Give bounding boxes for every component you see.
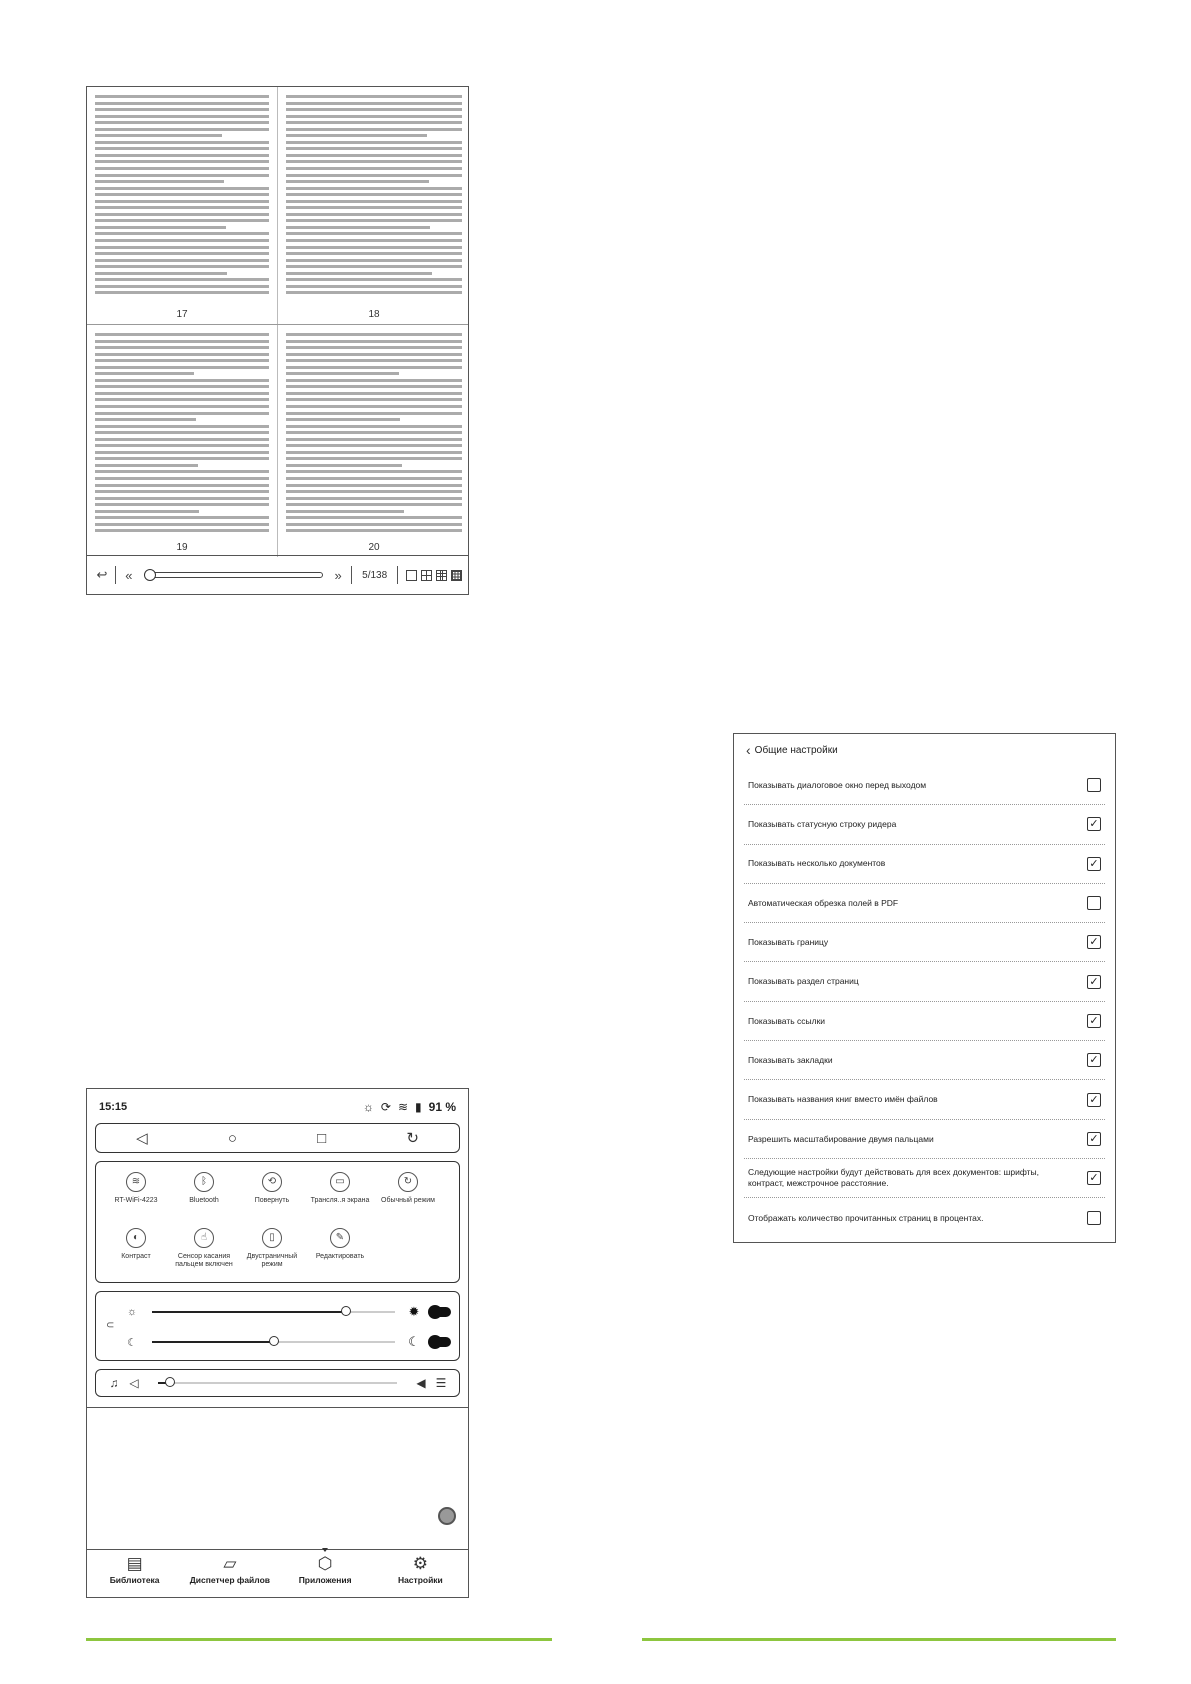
page-number: 18 [368, 309, 380, 320]
dock-item[interactable] [373, 1550, 468, 1597]
quick-tile-label: Сенсор касания пальцем включен [175, 1253, 233, 1269]
text-line [95, 392, 269, 395]
sync-icon[interactable]: ⟳ [380, 1100, 391, 1114]
text-line [95, 193, 269, 196]
warm-light-slider[interactable] [152, 1311, 395, 1313]
page-number: 17 [176, 309, 188, 320]
cold-light-row [124, 1332, 451, 1352]
dock-item[interactable] [278, 1550, 373, 1597]
setting-checkbox[interactable]: ✓ [1087, 1053, 1101, 1067]
text-line [286, 484, 462, 487]
text-line [95, 477, 269, 480]
slider-knob[interactable] [165, 1377, 175, 1387]
forward-icon[interactable]: » [334, 567, 342, 583]
text-line [95, 353, 269, 356]
text-line [286, 102, 462, 105]
quick-tile-label: Двустраничный режим [246, 1253, 298, 1269]
text-line [95, 425, 269, 428]
text-line [95, 160, 269, 163]
slider-knob[interactable] [341, 1306, 351, 1316]
setting-row[interactable] [744, 1002, 1105, 1041]
status-bar [99, 1097, 456, 1117]
nine-page-layout-icon[interactable] [436, 570, 447, 581]
dual-page-icon: ▯ [262, 1228, 282, 1248]
panel-separator [87, 1407, 468, 1408]
quick-tile-label: Трансля..я экрана [310, 1197, 370, 1204]
text-line [95, 95, 269, 98]
text-line [286, 516, 462, 519]
text-line [95, 503, 269, 506]
text-line [95, 278, 269, 281]
text-line [95, 187, 269, 190]
setting-row[interactable] [744, 845, 1105, 884]
quick-tile-label: Bluetooth [189, 1197, 219, 1204]
text-line [286, 470, 462, 473]
setting-label: Показывать названия книг вместо имён файлов [748, 1094, 938, 1105]
text-line [95, 372, 194, 375]
quick-tile-label: Обычный режим [381, 1197, 435, 1204]
wifi-icon: ≋ [126, 1172, 146, 1192]
settings-list [734, 766, 1115, 1238]
text-line [286, 510, 404, 513]
quick-tile[interactable] [100, 1172, 172, 1205]
text-line [95, 291, 269, 294]
quick-tile[interactable] [100, 1228, 172, 1261]
quick-tile[interactable] [372, 1172, 444, 1205]
text-line [95, 529, 269, 532]
text-line [286, 174, 462, 177]
slider-fill [152, 1341, 274, 1343]
text-line [95, 252, 269, 255]
text-line [286, 529, 462, 532]
setting-label: Показывать статусную строку ридера [748, 819, 897, 830]
rewind-icon[interactable]: « [125, 567, 133, 583]
text-line [286, 431, 462, 434]
contrast-icon: ◐ [126, 1228, 146, 1248]
cold-light-slider[interactable] [152, 1341, 395, 1343]
text-line [95, 385, 269, 388]
volume-slider[interactable] [158, 1382, 397, 1384]
text-line [95, 134, 222, 137]
text-line [286, 180, 429, 183]
wifi-icon[interactable]: ≋ [397, 1100, 409, 1114]
text-line [95, 346, 269, 349]
text-line [286, 285, 462, 288]
text-line [286, 193, 462, 196]
text-line [95, 285, 269, 288]
quick-tiles-panel [95, 1161, 460, 1283]
text-line [95, 457, 269, 460]
setting-row[interactable] [744, 805, 1105, 844]
dock-label: Настройки [397, 1575, 443, 1585]
text-line [95, 102, 269, 105]
text-line [286, 412, 462, 415]
text-line [95, 232, 269, 235]
text-line [95, 259, 269, 262]
setting-row[interactable] [744, 1080, 1105, 1119]
text-line [95, 147, 269, 150]
setting-checkbox[interactable] [1087, 896, 1101, 910]
quick-tile[interactable] [304, 1228, 376, 1261]
text-line [95, 167, 269, 170]
link-icon[interactable]: ⊂ [106, 1320, 115, 1331]
reader-toolbar [87, 555, 468, 594]
setting-checkbox[interactable]: ✓ [1087, 935, 1101, 949]
text-line [286, 372, 399, 375]
text-line [286, 477, 462, 480]
battery-percent: 91 % [428, 1100, 456, 1114]
dock-label: Диспетчер файлов [189, 1575, 270, 1585]
text-line [286, 95, 462, 98]
text-line [286, 232, 462, 235]
setting-checkbox[interactable]: ✓ [1087, 857, 1101, 871]
quick-tile-label: RT-WiFi-4223 [114, 1197, 158, 1204]
setting-row[interactable] [744, 1120, 1105, 1159]
setting-label: Показывать границу [748, 937, 829, 948]
text-line [95, 379, 269, 382]
general-settings-screenshot [733, 733, 1116, 1243]
text-line [286, 497, 462, 500]
sun-filled-icon: ✹ [408, 1304, 420, 1319]
setting-checkbox[interactable]: ✓ [1087, 975, 1101, 989]
setting-checkbox[interactable]: ✓ [1087, 1093, 1101, 1107]
text-line [95, 418, 196, 421]
page-number: 20 [368, 542, 380, 553]
setting-checkbox[interactable]: ✓ [1087, 817, 1101, 831]
text-line [95, 115, 269, 118]
text-line [95, 497, 269, 500]
reader-screenshot [86, 86, 469, 595]
text-line [95, 213, 269, 216]
back-triangle-icon[interactable]: ◁ [136, 1130, 148, 1147]
page-counter[interactable]: 5/138 [362, 569, 388, 581]
text-line [286, 379, 462, 382]
gear-icon: ⚙ [412, 1554, 428, 1573]
book-page-20[interactable] [278, 325, 470, 557]
text-line [286, 405, 462, 408]
sun-outline-icon: ☼ [126, 1306, 138, 1318]
cast-icon: ▭ [330, 1172, 350, 1192]
text-line [95, 246, 269, 249]
text-line [286, 272, 432, 275]
progress-knob[interactable] [144, 569, 156, 581]
book-page-17[interactable] [87, 87, 277, 324]
text-line [286, 206, 462, 209]
quick-tile[interactable] [304, 1172, 376, 1205]
quick-tile[interactable] [236, 1172, 308, 1205]
home-circle-icon[interactable]: ○ [227, 1129, 237, 1147]
library-icon: ▤ [126, 1554, 143, 1573]
text-line [286, 425, 462, 428]
edit-icon: ✎ [330, 1228, 350, 1248]
setting-row[interactable] [744, 1041, 1105, 1080]
text-line [286, 291, 462, 294]
text-line [286, 187, 462, 190]
setting-row[interactable] [744, 1198, 1105, 1237]
text-line [286, 134, 427, 137]
setting-checkbox[interactable]: ✓ [1087, 1171, 1101, 1185]
text-line [286, 265, 462, 268]
setting-label: Показывать несколько документов [748, 858, 886, 869]
text-line [95, 366, 269, 369]
text-line [95, 206, 269, 209]
text-line [95, 451, 269, 454]
brightness-panel [95, 1291, 460, 1361]
quick-tile[interactable] [236, 1228, 308, 1270]
page-number: 19 [176, 542, 188, 553]
setting-checkbox[interactable] [1087, 778, 1101, 792]
text-line [286, 108, 462, 111]
text-line [95, 265, 269, 268]
settings-header[interactable] [734, 734, 1115, 766]
bulb-icon[interactable]: ☼ [362, 1100, 374, 1114]
setting-label: Показывать закладки [748, 1054, 833, 1065]
bottom-dock [87, 1549, 468, 1597]
text-line [286, 490, 462, 493]
setting-row[interactable] [744, 1159, 1105, 1198]
text-line [286, 438, 462, 441]
back-arrow-icon[interactable]: ↩ [96, 567, 108, 582]
text-line [95, 523, 269, 526]
text-line [286, 398, 462, 401]
setting-row[interactable] [744, 962, 1105, 1001]
text-line [95, 219, 269, 222]
sixteen-page-layout-icon[interactable] [451, 570, 462, 581]
quick-tile[interactable] [168, 1228, 240, 1270]
text-line [95, 412, 269, 415]
setting-label: Разрешить масштабирование двумя пальцами [748, 1133, 934, 1144]
clock: 15:15 [99, 1101, 128, 1113]
quick-tile-label: Редактировать [315, 1253, 365, 1260]
dock-label: Библиотека [109, 1575, 160, 1585]
text-line [95, 108, 269, 111]
text-line [286, 246, 462, 249]
divider-line-left [86, 1638, 552, 1641]
text-line [286, 167, 462, 170]
text-line [286, 239, 462, 242]
toolbar-separator [397, 566, 398, 584]
toolbar-separator [351, 566, 352, 584]
refresh-icon[interactable]: ↻ [406, 1130, 419, 1147]
recents-square-icon[interactable]: □ [317, 1129, 327, 1147]
equalizer-icon[interactable]: ☰ [435, 1376, 447, 1390]
battery-icon: ▮ [415, 1100, 422, 1114]
text-line [95, 128, 269, 131]
refresh-mode-icon: ↻ [398, 1172, 418, 1192]
text-line [286, 226, 430, 229]
text-line [286, 340, 462, 343]
setting-label: Показывать ссылки [748, 1015, 826, 1026]
text-line [286, 160, 462, 163]
cold-light-toggle[interactable] [429, 1337, 451, 1347]
setting-row[interactable] [744, 766, 1105, 805]
rotate-icon: ⟲ [262, 1172, 282, 1192]
text-line [286, 147, 462, 150]
text-line [95, 438, 269, 441]
text-line [286, 464, 402, 467]
book-page-19[interactable] [87, 325, 277, 557]
folder-icon: ▱ [223, 1554, 237, 1573]
text-line [286, 115, 462, 118]
text-line [95, 398, 269, 401]
page-text-lines [286, 333, 462, 535]
text-line [95, 180, 224, 183]
text-line [286, 385, 462, 388]
text-line [95, 141, 269, 144]
text-line [286, 213, 462, 216]
text-line [95, 154, 269, 157]
warm-light-row [124, 1302, 451, 1322]
text-line [286, 451, 462, 454]
device-quick-settings-screenshot [86, 1088, 469, 1598]
warm-light-toggle[interactable] [429, 1307, 451, 1317]
text-line [286, 346, 462, 349]
text-line [95, 516, 269, 519]
setting-label: Показывать раздел страниц [748, 976, 859, 987]
setting-label: Показывать диалоговое окно перед выходом [748, 779, 927, 790]
text-line [95, 333, 269, 336]
text-line [95, 464, 198, 467]
four-page-layout-icon[interactable] [421, 570, 432, 581]
text-line [95, 272, 227, 275]
text-line [286, 200, 462, 203]
text-line [286, 353, 462, 356]
text-line [286, 503, 462, 506]
moon-outline-icon: ☾ [127, 1336, 137, 1349]
touch-icon: ☝ [194, 1228, 214, 1248]
text-line [95, 239, 269, 242]
text-line [95, 431, 269, 434]
toolbar-separator [115, 566, 116, 584]
page-text-lines [286, 95, 462, 302]
apps-icon: ⬡ [317, 1554, 333, 1573]
quick-tile-label: Повернуть [254, 1197, 290, 1204]
text-line [95, 444, 269, 447]
text-line [286, 141, 462, 144]
text-line [95, 510, 199, 513]
text-line [286, 154, 462, 157]
text-line [286, 252, 462, 255]
text-line [286, 333, 462, 336]
volume-panel [95, 1369, 460, 1397]
floating-button[interactable] [438, 1507, 456, 1525]
text-line [286, 128, 462, 131]
divider-line-right [642, 1638, 1116, 1641]
text-line [95, 405, 269, 408]
book-page-18[interactable] [278, 87, 470, 324]
text-line [286, 359, 462, 362]
text-line [95, 226, 226, 229]
settings-title: Общие настройки [754, 744, 838, 756]
active-indicator [322, 1548, 328, 1552]
text-line [286, 219, 462, 222]
bell-icon[interactable]: ♫ [109, 1376, 119, 1390]
setting-row[interactable] [744, 923, 1105, 962]
text-line [286, 457, 462, 460]
single-page-layout-icon[interactable] [406, 570, 417, 581]
setting-label: Автоматическая обрезка полей в PDF [748, 897, 899, 908]
setting-row[interactable] [744, 884, 1105, 923]
text-line [95, 490, 269, 493]
quick-tile-label: Контраст [121, 1253, 151, 1260]
text-line [286, 278, 462, 281]
setting-checkbox[interactable]: ✓ [1087, 1014, 1101, 1028]
speaker-low-icon: ◁ [129, 1376, 139, 1390]
text-line [95, 359, 269, 362]
setting-checkbox[interactable]: ✓ [1087, 1132, 1101, 1146]
moon-filled-icon: ☾ [408, 1334, 420, 1349]
slider-fill [152, 1311, 346, 1313]
speaker-high-icon: ◀ [416, 1376, 426, 1390]
setting-label: Отображать количество прочитанных страниц в процентах. [748, 1212, 984, 1223]
text-line [286, 121, 462, 124]
text-line [95, 200, 269, 203]
text-line [95, 484, 269, 487]
navigation-bar [95, 1123, 460, 1153]
text-line [286, 523, 462, 526]
text-line [286, 259, 462, 262]
dock-item[interactable] [182, 1550, 277, 1597]
text-line [286, 418, 400, 421]
bluetooth-icon: ᛒ [194, 1172, 214, 1192]
text-line [95, 121, 269, 124]
quick-tile[interactable] [168, 1172, 240, 1205]
text-line [95, 470, 269, 473]
text-line [286, 444, 462, 447]
page-text-lines [95, 333, 269, 535]
text-line [95, 340, 269, 343]
chevron-left-icon[interactable]: ‹ [746, 742, 751, 758]
setting-checkbox[interactable] [1087, 1211, 1101, 1225]
dock-item[interactable] [87, 1550, 182, 1597]
reading-progress-slider[interactable] [144, 572, 323, 578]
page-text-lines [95, 95, 269, 302]
text-line [95, 174, 269, 177]
slider-knob[interactable] [269, 1336, 279, 1346]
text-line [286, 366, 462, 369]
dock-label: Приложения [298, 1575, 352, 1585]
text-line [286, 392, 462, 395]
setting-label: Следующие настройки будут действовать для всех документов: шрифты, контраст, межстрочное расстояние. [748, 1167, 1039, 1189]
